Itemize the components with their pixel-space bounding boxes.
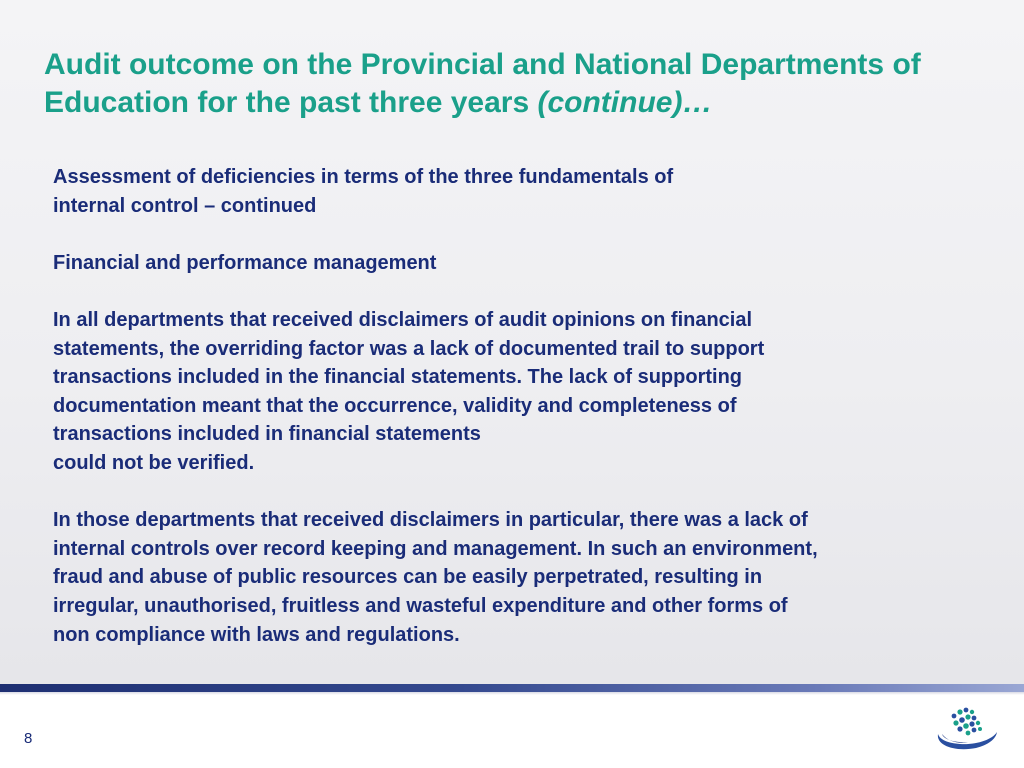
footer-divider-bar	[0, 684, 1024, 692]
title-main-text: Audit outcome on the Provincial and National Departments of Education for the past three years	[44, 48, 921, 119]
page-number: 8	[24, 730, 33, 747]
body-paragraph-2: In those departments that received disclaimers in particular, there was a lack of internal controls over record keeping and management. In such an environment, fraud and abuse of public resources can be easily perpetrated, resulting in irregular, unauthorised, fruitless and wasteful expenditure and other forms of non compliance with laws and regulations.	[53, 509, 818, 646]
section-heading: Assessment of deficiencies in terms of the three fundamentals of internal control – continued	[53, 166, 674, 217]
spacer	[53, 277, 1003, 306]
footer-divider-shadow	[0, 692, 1024, 695]
slide-body	[53, 163, 1003, 649]
title-italic-text: (continue)…	[537, 86, 713, 119]
slide-title	[44, 46, 1004, 122]
organization-logo-icon	[932, 704, 1000, 754]
body-paragraph-1: In all departments that received disclaimers of audit opinions on financial statements, the overriding factor was a lack of documented trail to support transactions included in the financial statements. The lack of supporting documentation meant that the occurrence, validity and completeness of transactions included in financial statements could not be verified.	[53, 308, 765, 474]
subsection-heading: Financial and performance management	[53, 251, 437, 274]
spacer	[53, 220, 1003, 249]
spacer	[53, 478, 1003, 507]
